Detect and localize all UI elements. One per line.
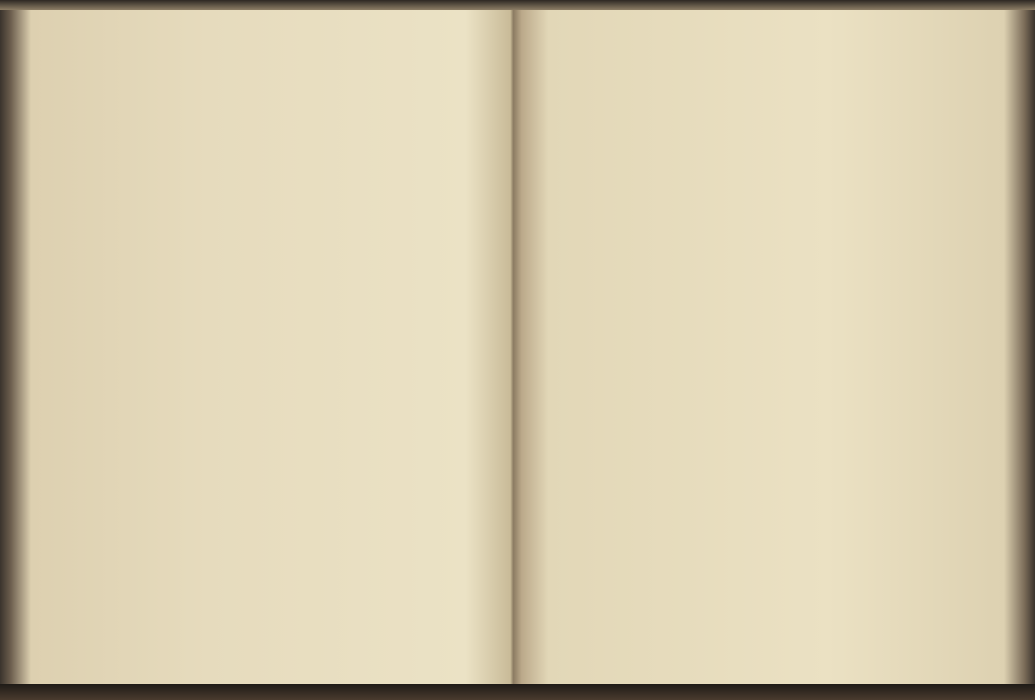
book-binding: [0, 684, 1035, 700]
